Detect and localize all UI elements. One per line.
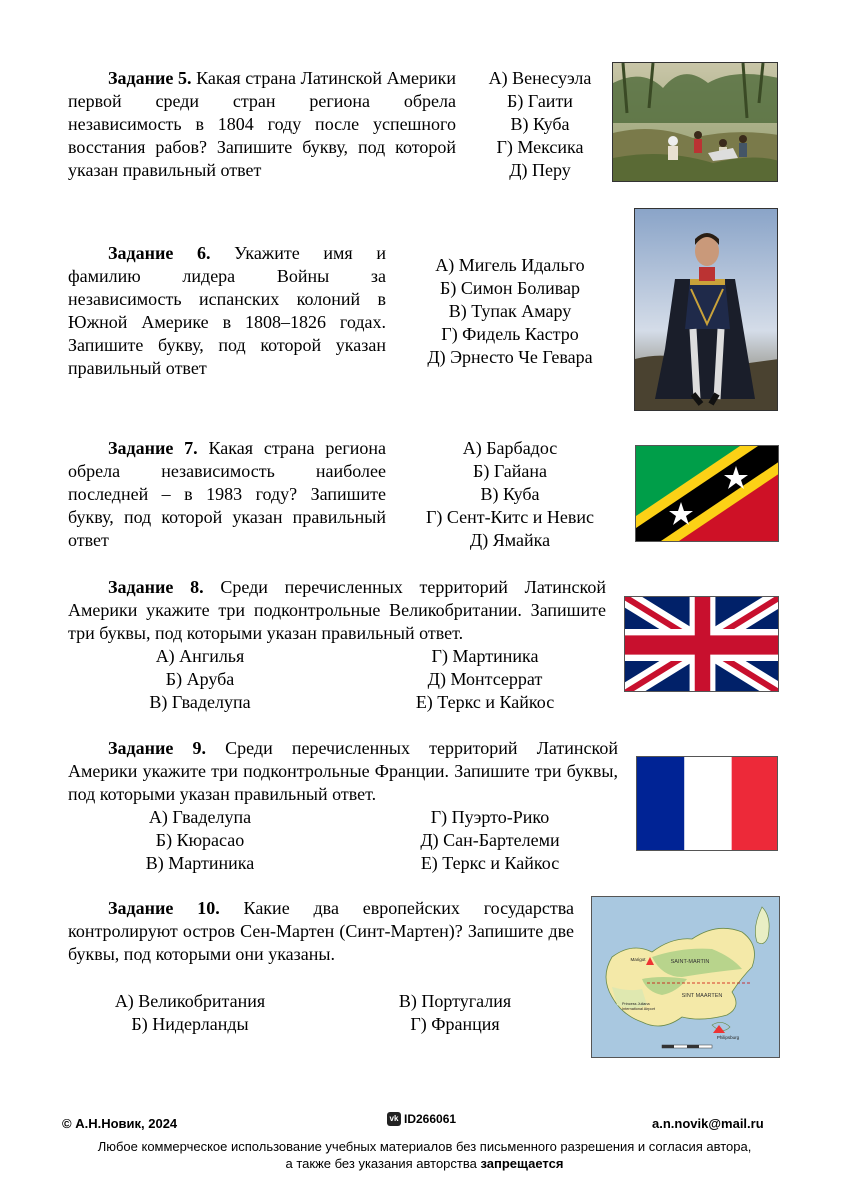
- option: А) Гваделупа: [148, 807, 252, 827]
- slave-revolt-painting: [612, 62, 778, 182]
- option: Б) Гаити: [507, 91, 573, 111]
- footer-notice-line1: Любое коммерческое использование учебных материалов без письменного разрешения и согласия автора,: [97, 1139, 752, 1154]
- option: А) Барбадос: [462, 438, 558, 458]
- option: В) Португалия: [398, 991, 512, 1011]
- task-8-label: Задание 8.: [108, 577, 204, 597]
- task-7-options: [410, 437, 610, 552]
- task-9-text: Задание 9. Среди перечисленных территорий Латинской Америки укажите три подконтрольные Франции. Запишите три буквы, под которыми указан правильный ответ.: [68, 738, 619, 804]
- task-5-label: Задание 5.: [108, 68, 192, 88]
- option: А) Мигель Идальго: [435, 255, 585, 275]
- footer-vk[interactable]: [387, 1112, 456, 1126]
- option: Б) Гайана: [472, 461, 548, 481]
- vk-icon: vk: [387, 1112, 401, 1126]
- task-6-text: Задание 6. Укажите имя и фамилию лидера Войны за независимость испанских колоний в Южной Америке в 1808–1826 годах. Запишите букву, под которой указан правильный ответ: [68, 243, 387, 378]
- option: А) Великобритания: [114, 991, 266, 1011]
- vk-id: ID266061: [404, 1112, 457, 1126]
- footer-copyright: © А.Н.Новик, 2024: [62, 1116, 178, 1131]
- footer-notice-line2: а также без указания авторства запрещается: [285, 1156, 564, 1171]
- option: А) Ангилья: [155, 646, 245, 666]
- option: А) Венесуэла: [488, 68, 592, 88]
- option: В) Гваделупа: [149, 692, 251, 712]
- option: Е) Теркс и Кайкос: [420, 853, 560, 873]
- option: Б) Нидерланды: [131, 1014, 249, 1034]
- task-7-label: Задание 7.: [108, 438, 198, 458]
- option: В) Мартиника: [145, 853, 255, 873]
- task-9-label: Задание 9.: [108, 738, 206, 758]
- footer-email[interactable]: a.n.novik@mail.ru: [652, 1116, 764, 1131]
- task-9-options-right: [385, 806, 595, 875]
- option: Г) Сент-Китс и Невис: [425, 507, 595, 527]
- option: Б) Аруба: [165, 669, 235, 689]
- option: В) Куба: [480, 484, 540, 504]
- task-7-text: Задание 7. Какая страна региона обрела независимость наиболее последней – в 1983 году? Запишите букву, под которой указан правильный ответ: [68, 438, 387, 550]
- uk-flag: [624, 596, 779, 692]
- task-6-label: Задание 6.: [108, 243, 211, 263]
- option: Д) Сан-Бартелеми: [420, 830, 560, 850]
- footer-notice: [0, 1138, 849, 1172]
- task-5-text: Задание 5. Какая страна Латинской Америки первой среди стран региона обрела независимость в 1804 году после успешного восстания рабов? Запишите букву, под которой указан правильный ответ: [68, 68, 456, 180]
- task-8-text: Задание 8. Среди перечисленных территорий Латинской Америки укажите три подконтрольные Великобритании. Запишите три буквы, под которыми указан правильный ответ.: [68, 577, 606, 643]
- task-10-options-left: [95, 990, 285, 1036]
- bolivar-portrait: [634, 208, 778, 411]
- option: Г) Мартиника: [431, 646, 539, 666]
- option: Г) Пуэрто-Рико: [430, 807, 550, 827]
- map-label-philipsburg: Philipsburg: [716, 1035, 740, 1040]
- task-10-text: Задание 10. Какие два европейских государства контролируют остров Сен-Мартен (Синт-Мартен)? Запишите две буквы, под которыми они указаны.: [68, 898, 575, 964]
- map-label-airport: Princess Juliana International Airport: [622, 1002, 655, 1011]
- option: В) Куба: [510, 114, 570, 134]
- saint-martin-map: [591, 896, 780, 1058]
- option: Д) Монтсеррат: [427, 669, 543, 689]
- option: Г) Фидель Кастро: [441, 324, 579, 344]
- option: В) Тупак Амару: [448, 301, 572, 321]
- option: Е) Теркс и Кайкос: [415, 692, 555, 712]
- saint-kitts-nevis-flag: [635, 445, 779, 542]
- option: Г) Франция: [410, 1014, 500, 1034]
- task-8-options-left: [120, 645, 280, 714]
- option: Д) Ямайка: [469, 530, 551, 550]
- france-flag: [636, 756, 778, 851]
- option: Б) Кюрасао: [155, 830, 245, 850]
- option: Г) Мексика: [496, 137, 584, 157]
- option: Д) Эрнесто Че Гевара: [427, 347, 593, 367]
- option: Б) Симон Боливар: [440, 278, 580, 298]
- task-9-options-left: [120, 806, 280, 875]
- task-5-options: [470, 67, 610, 182]
- map-label-sint-maarten: SINT MAARTEN: [681, 993, 723, 999]
- map-label-marigot: Marigot: [630, 957, 646, 962]
- task-8-options-right: [385, 645, 585, 714]
- map-label-saint-martin: SAINT-MARTIN: [670, 959, 710, 965]
- task-6-options: [410, 254, 610, 369]
- option: Д) Перу: [509, 160, 571, 180]
- task-10-options-right: [375, 990, 535, 1036]
- task-10-label: Задание 10.: [108, 898, 220, 918]
